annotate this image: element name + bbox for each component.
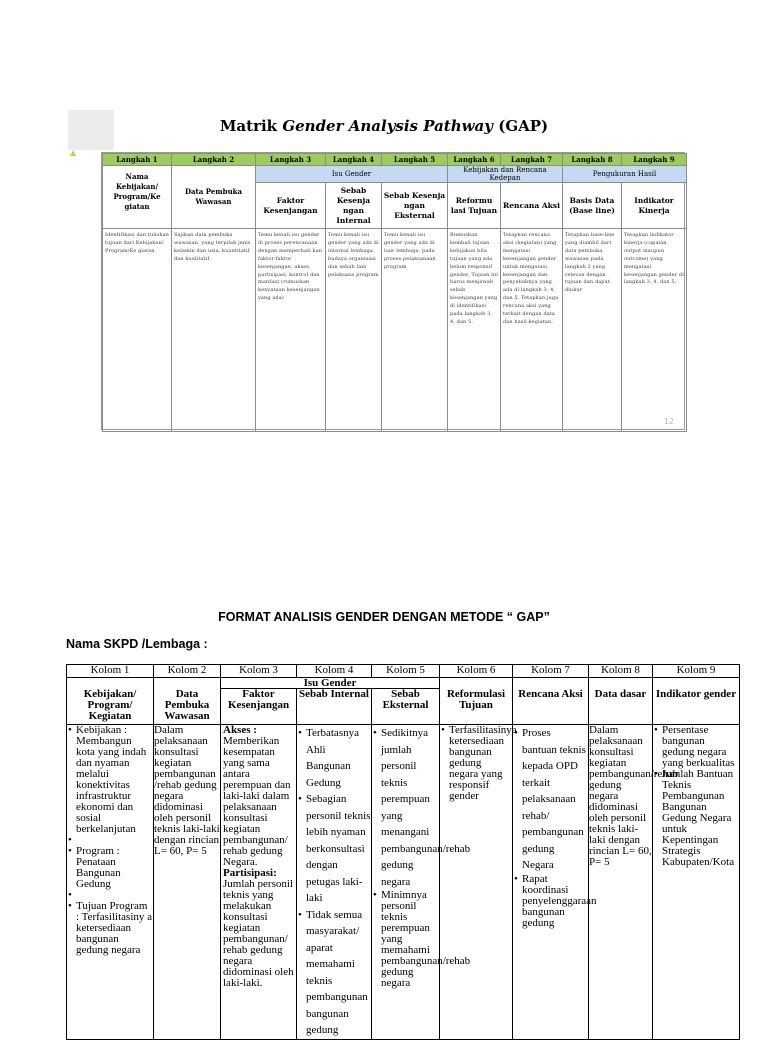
- column-label-9: Kolom 9: [653, 665, 740, 678]
- matrix-header-2: Data Pembuka Wawasan: [172, 166, 256, 229]
- column-label-1: Kolom 1: [67, 665, 154, 678]
- matrix-step-9: Langkah 9: [622, 154, 687, 166]
- matrix-desc-2: Sajikan data pembuka wawasan, yang terpilah jenis kelamin dan usia, kuantitatif dan kualitatif: [172, 229, 256, 432]
- matrix-header-1: Nama Kebijakan/ Program/Ke giatan: [103, 166, 172, 229]
- tujuan-item: • Tujuan Program : Terfasilitasiny a ketersediaan bangunan gedung negara: [67, 901, 153, 956]
- matrix-step-5: Langkah 5: [382, 154, 448, 166]
- akses-text: Memberikan kesempatan yang sama antara perempuan dan laki-laki dalam pelaksanaan konsultasi kegiatan pembangunan/ rehab gedung Negara.: [223, 735, 291, 868]
- reformulasi-item: • Terfasilitasinya ketersediaan bangunan gedung negara yang responsif gender: [440, 725, 512, 802]
- matrix-header-6: Reformu lasi Tujuan: [448, 183, 501, 229]
- matrix-page-number: 12: [663, 417, 674, 426]
- program-item: • Program : Penataan Bangunan Gedung: [67, 846, 153, 890]
- column-label-2: Kolom 2: [154, 665, 221, 678]
- aksi-item-1: • Proses bantuan teknis kepada OPD terkait pelaksanaan rehab/ pembangunan gedung Negara: [513, 725, 588, 874]
- matrix-desc-8: Tetapkan base-line yang diambil dari data pembuka wawasan pada langkah 2 yang relevan dengan tujuan dan dapat diukur: [563, 229, 622, 432]
- matrix-step-2: Langkah 2: [172, 154, 256, 166]
- matrix-desc-6: Rumuskan kembali tujuan kebijakan bila tujuan yang ada belum responsif gender, Tujuan ini harus menjawab sebab kesenjangan yang di identifikasi pada langkah 3, 4, dan 5.: [448, 229, 501, 432]
- cell-indikator: [653, 725, 740, 1040]
- cell-faktor: [221, 725, 297, 1040]
- matrix-step-8: Langkah 8: [563, 154, 622, 166]
- akses-label: Akses :: [223, 724, 257, 736]
- matrix-title-suffix: (GAP): [498, 117, 549, 135]
- matrix-header-8: Basis Data (Base line): [563, 183, 622, 229]
- matrix-header-9: Indikator Kinerja: [622, 183, 687, 229]
- matrix-desc-5: Temu kenali isu gender yang ada di luar lembaga, pada proses pelaksanaan program: [382, 229, 448, 432]
- cell-sebab-eksternal: [372, 725, 471, 1040]
- column-label-5: Kolom 5: [372, 665, 440, 678]
- cell-data-pembuka: Dalam pelaksanaan konsultasi kegiatan pembangunan /rehab gedung negara didominasi oleh personil teknis laki-laki dengan rincian L= 60, P= 5: [154, 725, 221, 1040]
- header-isu-gender: Isu Gender: [221, 678, 440, 689]
- matrix-header-4: Sebab Kesenja ngan Internal: [326, 183, 382, 229]
- matrix-header-7: Rencana Aksi: [501, 183, 563, 229]
- matrix-desc-1: Identifikasi dan tuliskan tujuan dari Kebijakan/ Program/Ke giatan: [103, 229, 172, 432]
- matrix-desc-4: Temu kenali isu gender yang ada di internal lembaga, budaya organisasi dan sebab lain pelaksana program: [326, 229, 382, 432]
- matrix-header-3: Faktor Kesenjangan: [256, 183, 326, 229]
- matrix-group-kebijakan: Kebijakan dan Rencana Kedepan: [448, 166, 563, 183]
- indikator-item-2: • Jumlah Bantuan Teknis Pembangunan Bangunan Gedung Negara untuk Kepentingan Strategis Kabupaten/Kota: [653, 769, 739, 868]
- matrix-desc-9: Tetapkan indikator kinerja (capaian output maupun outcome) yang mengatasi kesenjangan gender di langkah 3, 4, dan 5.: [622, 229, 687, 432]
- internal-item-1: • Terbatasnya Ahli Bangunan Gedung: [297, 725, 371, 791]
- matrix-step-4: Langkah 4: [326, 154, 382, 166]
- partisipasi-text: Jumlah personil teknis yang melakukan konsultasi kegiatan pembangunan/ rehab gedung negara didominasi oleh laki-laki.: [223, 878, 294, 989]
- column-label-6: Kolom 6: [440, 665, 513, 678]
- matrix-step-3: Langkah 3: [256, 154, 326, 166]
- document-title: FORMAT ANALISIS GENDER DENGAN METODE “ GAP”: [218, 610, 550, 624]
- column-label-8: Kolom 8: [589, 665, 653, 678]
- indikator-item-1: • Persentase bangunan gedung negara yang berkualitas: [653, 725, 739, 769]
- header-data-pembuka: Data Pembuka Wawasan: [154, 678, 221, 725]
- eksternal-item-1: • Sedikitnya jumlah personil teknis perempuan yang menangani pembangunan/rehab gedung negara: [372, 725, 439, 890]
- column-label-3: Kolom 3: [221, 665, 297, 678]
- skpd-label: Nama SKPD /Lembaga :: [66, 637, 208, 651]
- header-reformulasi: Reformulasi Tujuan: [440, 678, 513, 725]
- column-label-7: Kolom 7: [513, 665, 589, 678]
- internal-item-3: • Tidak semua masyarakat/ aparat memahami teknis pembangunan bangunan gedung: [297, 907, 371, 1039]
- column-label-4: Kolom 4: [297, 665, 372, 678]
- partisipasi-label: Partisipasi:: [223, 867, 277, 879]
- gap-analysis-table: [66, 664, 740, 1040]
- matrix-step-7: Langkah 7: [501, 154, 563, 166]
- matrix-group-pengukuran: Pengukuran Hasil: [563, 166, 687, 183]
- matrix-title: [0, 117, 768, 135]
- header-sebab-internal: Sebab Internal: [297, 689, 372, 725]
- matrix-title-prefix: Matrik: [219, 117, 278, 135]
- gap-matrix-table: [102, 153, 687, 432]
- matrix-title-italic: Gender Analysis Pathway: [282, 117, 493, 135]
- internal-item-2: • Sebagian personil teknis lebih nyaman berkonsultasi dengan petugas laki-laki: [297, 791, 371, 907]
- cell-rencana-aksi: [513, 725, 597, 1040]
- header-indikator: Indikator gender: [653, 678, 740, 725]
- matrix-step-6: Langkah 6: [448, 154, 501, 166]
- header-data-dasar: Data dasar: [589, 678, 653, 725]
- logo-caption-mark: ▲: [70, 148, 77, 157]
- matrix-desc-3: Temu kenali isu gender di proses perencanaan dengan memperhati kan faktor-faktor kesenjangan, akses, partisipasi, kontrol dan manfaat (rumuskan kenyataan kesenjangan yang ada): [256, 229, 326, 432]
- aksi-item-2: • Rapat koordinasi penyelenggaraan bangunan gedung: [513, 874, 588, 929]
- header-kebijakan: Kebijakan/ Program/ Kegiatan: [67, 678, 154, 725]
- cell-sebab-internal: [297, 725, 372, 1040]
- kebijakan-item: • Kebijakan : Membangun kota yang indah dan nyaman melalui konektivitas infrastruktur ekonomi dan sosial berkelanjutan: [67, 725, 153, 835]
- header-rencana-aksi: Rencana Aksi: [513, 678, 589, 725]
- cell-reformulasi: [440, 724, 517, 1040]
- cell-data-dasar: Dalam pelaksanaan konsultasi kegiatan pembangunan/rehab gedung negara didominasi oleh personil teknis laki-laki dengan rincian L= 60, P= 5: [589, 725, 653, 1040]
- header-sebab-eksternal: Sebab Eksternal: [372, 689, 440, 725]
- gap-matrix-image: [101, 152, 685, 430]
- matrix-desc-7: Tetapkan rencana aksi (kegiatan) yang mengatasi kesenjangan gender untuk mengatasi kesenjangan dan penyebabnya yang ada di langkah 3, 4, dan 5. Tetapkan juga rencana aksi yang terkait dengan data dan hasil kegiatan.: [501, 229, 563, 432]
- eksternal-item-2: • Minimnya personil teknis perempuan yang memahami pembangunan/rehab gedung negara: [372, 890, 439, 989]
- matrix-header-5: Sebab Kesenja ngan Eksternal: [382, 183, 448, 229]
- cell-kebijakan: [67, 725, 154, 1040]
- matrix-step-1: Langkah 1: [103, 154, 172, 166]
- header-faktor: Faktor Kesenjangan: [221, 689, 297, 725]
- matrix-group-isu: Isu Gender: [256, 166, 448, 183]
